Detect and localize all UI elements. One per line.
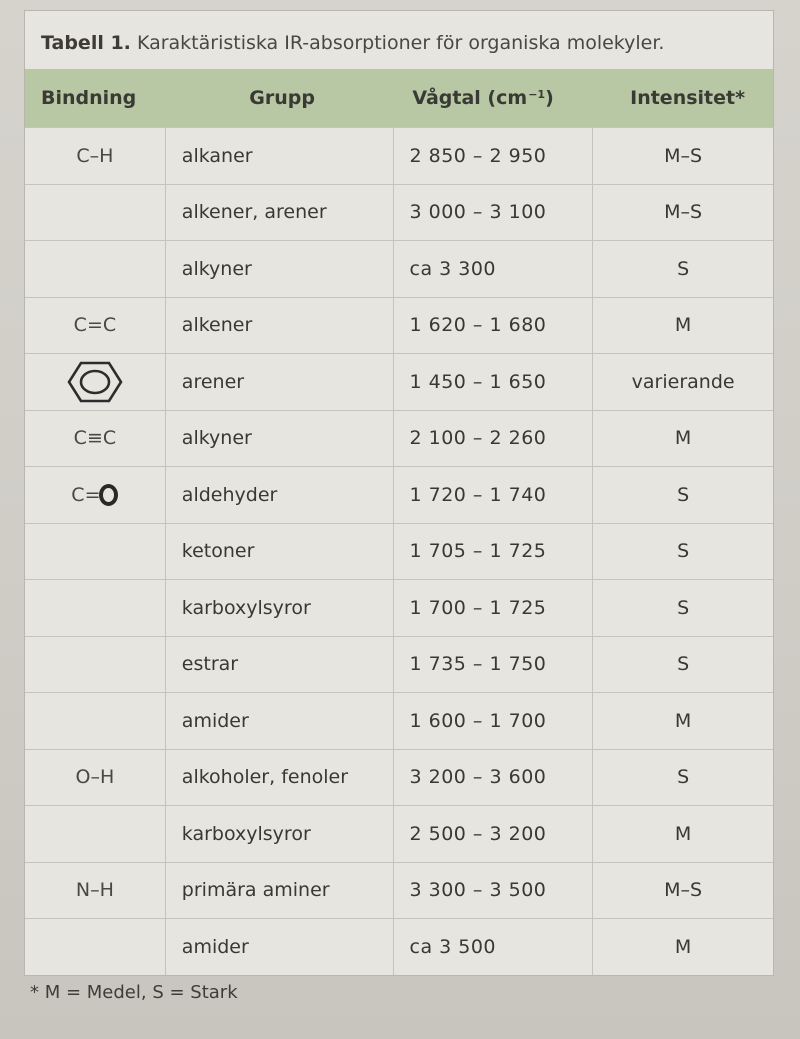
wavenumber-cell: 2 850 – 2 950 [394,128,594,184]
caption-text: Karaktäristiska IR-absorptioner för organiska molekyler. [136,32,665,54]
header-intensity: Intensitet* [630,87,746,109]
bond-label: O–H [75,766,115,789]
bond-cell [25,467,166,523]
table-row [25,636,773,693]
wavenumber-cell: 1 700 – 1 725 [394,580,594,636]
header-wavenumber-close: ) [545,87,554,109]
bond-cell [25,637,166,693]
wavenumber-cell: 1 620 – 1 680 [394,298,594,354]
footnote: * M = Medel, S = Stark [30,982,238,1003]
wavenumber-cell: 3 200 – 3 600 [394,750,594,806]
bond-cell [25,524,166,580]
intensity-cell: M [674,314,692,337]
header-bond: Bindning [41,87,137,109]
wavenumber-cell: 2 100 – 2 260 [394,411,594,467]
group-cell: karboxylsyror [166,580,394,636]
table-row [25,410,773,467]
table-row [25,579,773,636]
group-cell: amider [166,919,394,975]
table-row [25,353,773,410]
group-cell: alkyner [166,411,394,467]
table-row [25,466,773,523]
bond-cell [25,693,166,749]
wavenumber-cell: 1 600 – 1 700 [394,693,594,749]
group-cell: alkoholer, fenoler [166,750,394,806]
wavenumber-cell: 1 720 – 1 740 [394,467,594,523]
intensity-cell: S [677,653,690,676]
intensity-cell: S [677,766,690,789]
intensity-cell: M–S [664,201,703,224]
header-wavenumber [390,69,602,127]
bond-cell [25,919,166,975]
intensity-cell: S [677,540,690,563]
bond-label: C≡C [73,427,117,450]
table-row [25,127,773,184]
intensity-cell: M [674,822,692,845]
intensity-cell: M [674,709,692,732]
group-cell: karboxylsyror [166,806,394,862]
header-group: Grupp [249,87,315,109]
table-row [25,805,773,862]
intensity-cell: S [677,483,690,506]
intensity-cell: M [674,427,692,450]
table-row [25,918,773,975]
bond-cell [25,185,166,241]
intensity-cell: S [677,596,690,619]
bond-cell [25,580,166,636]
intensity-cell: varierande [631,370,735,393]
ir-table [24,10,774,976]
bond-cell [25,241,166,297]
oxygen-ring-icon [99,484,118,506]
bond-label: C–H [76,144,114,167]
wavenumber-cell: ca 3 300 [394,241,594,297]
wavenumber-cell: 1 450 – 1 650 [394,354,594,410]
table-row [25,240,773,297]
table-row [25,749,773,806]
group-cell: aldehyder [166,467,394,523]
table-row [25,862,773,919]
bond-cell [25,411,166,467]
table-row [25,692,773,749]
header-wavenumber-sup: −1 [528,87,546,101]
bond-cell [25,863,166,919]
bond-label: N–H [75,879,114,902]
group-cell: alkaner [166,128,394,184]
group-cell: amider [166,693,394,749]
table-caption [25,11,773,69]
benzene-ring-icon [66,360,124,404]
bond-cell [25,354,166,410]
table-header [25,69,773,127]
wavenumber-cell: 3 300 – 3 500 [394,863,594,919]
table-row [25,523,773,580]
intensity-cell: M [674,935,692,958]
bond-cell [25,298,166,354]
group-cell: arener [166,354,394,410]
wavenumber-cell: ca 3 500 [394,919,594,975]
intensity-cell: M–S [664,144,703,167]
caption-label: Tabell 1. [41,32,131,54]
group-cell: primära aminer [166,863,394,919]
table-body [25,127,773,975]
wavenumber-cell: 1 735 – 1 750 [394,637,594,693]
bond-cell [25,806,166,862]
carbonyl-bond [71,484,118,506]
bond-cell [25,750,166,806]
group-cell: alkener [166,298,394,354]
group-cell: alkener, arener [166,185,394,241]
wavenumber-cell: 3 000 – 3 100 [394,185,594,241]
intensity-cell: M–S [664,879,703,902]
wavenumber-cell: 1 705 – 1 725 [394,524,594,580]
group-cell: estrar [166,637,394,693]
group-cell: alkyner [166,241,394,297]
wavenumber-cell: 2 500 – 3 200 [394,806,594,862]
bond-label: C=C [73,314,117,337]
carbonyl-bond-text: C= [71,483,101,506]
table-row [25,297,773,354]
intensity-cell: S [677,257,690,280]
header-wavenumber-text: Vågtal (cm [412,87,528,109]
table-row [25,184,773,241]
group-cell: ketoner [166,524,394,580]
bond-cell [25,128,166,184]
